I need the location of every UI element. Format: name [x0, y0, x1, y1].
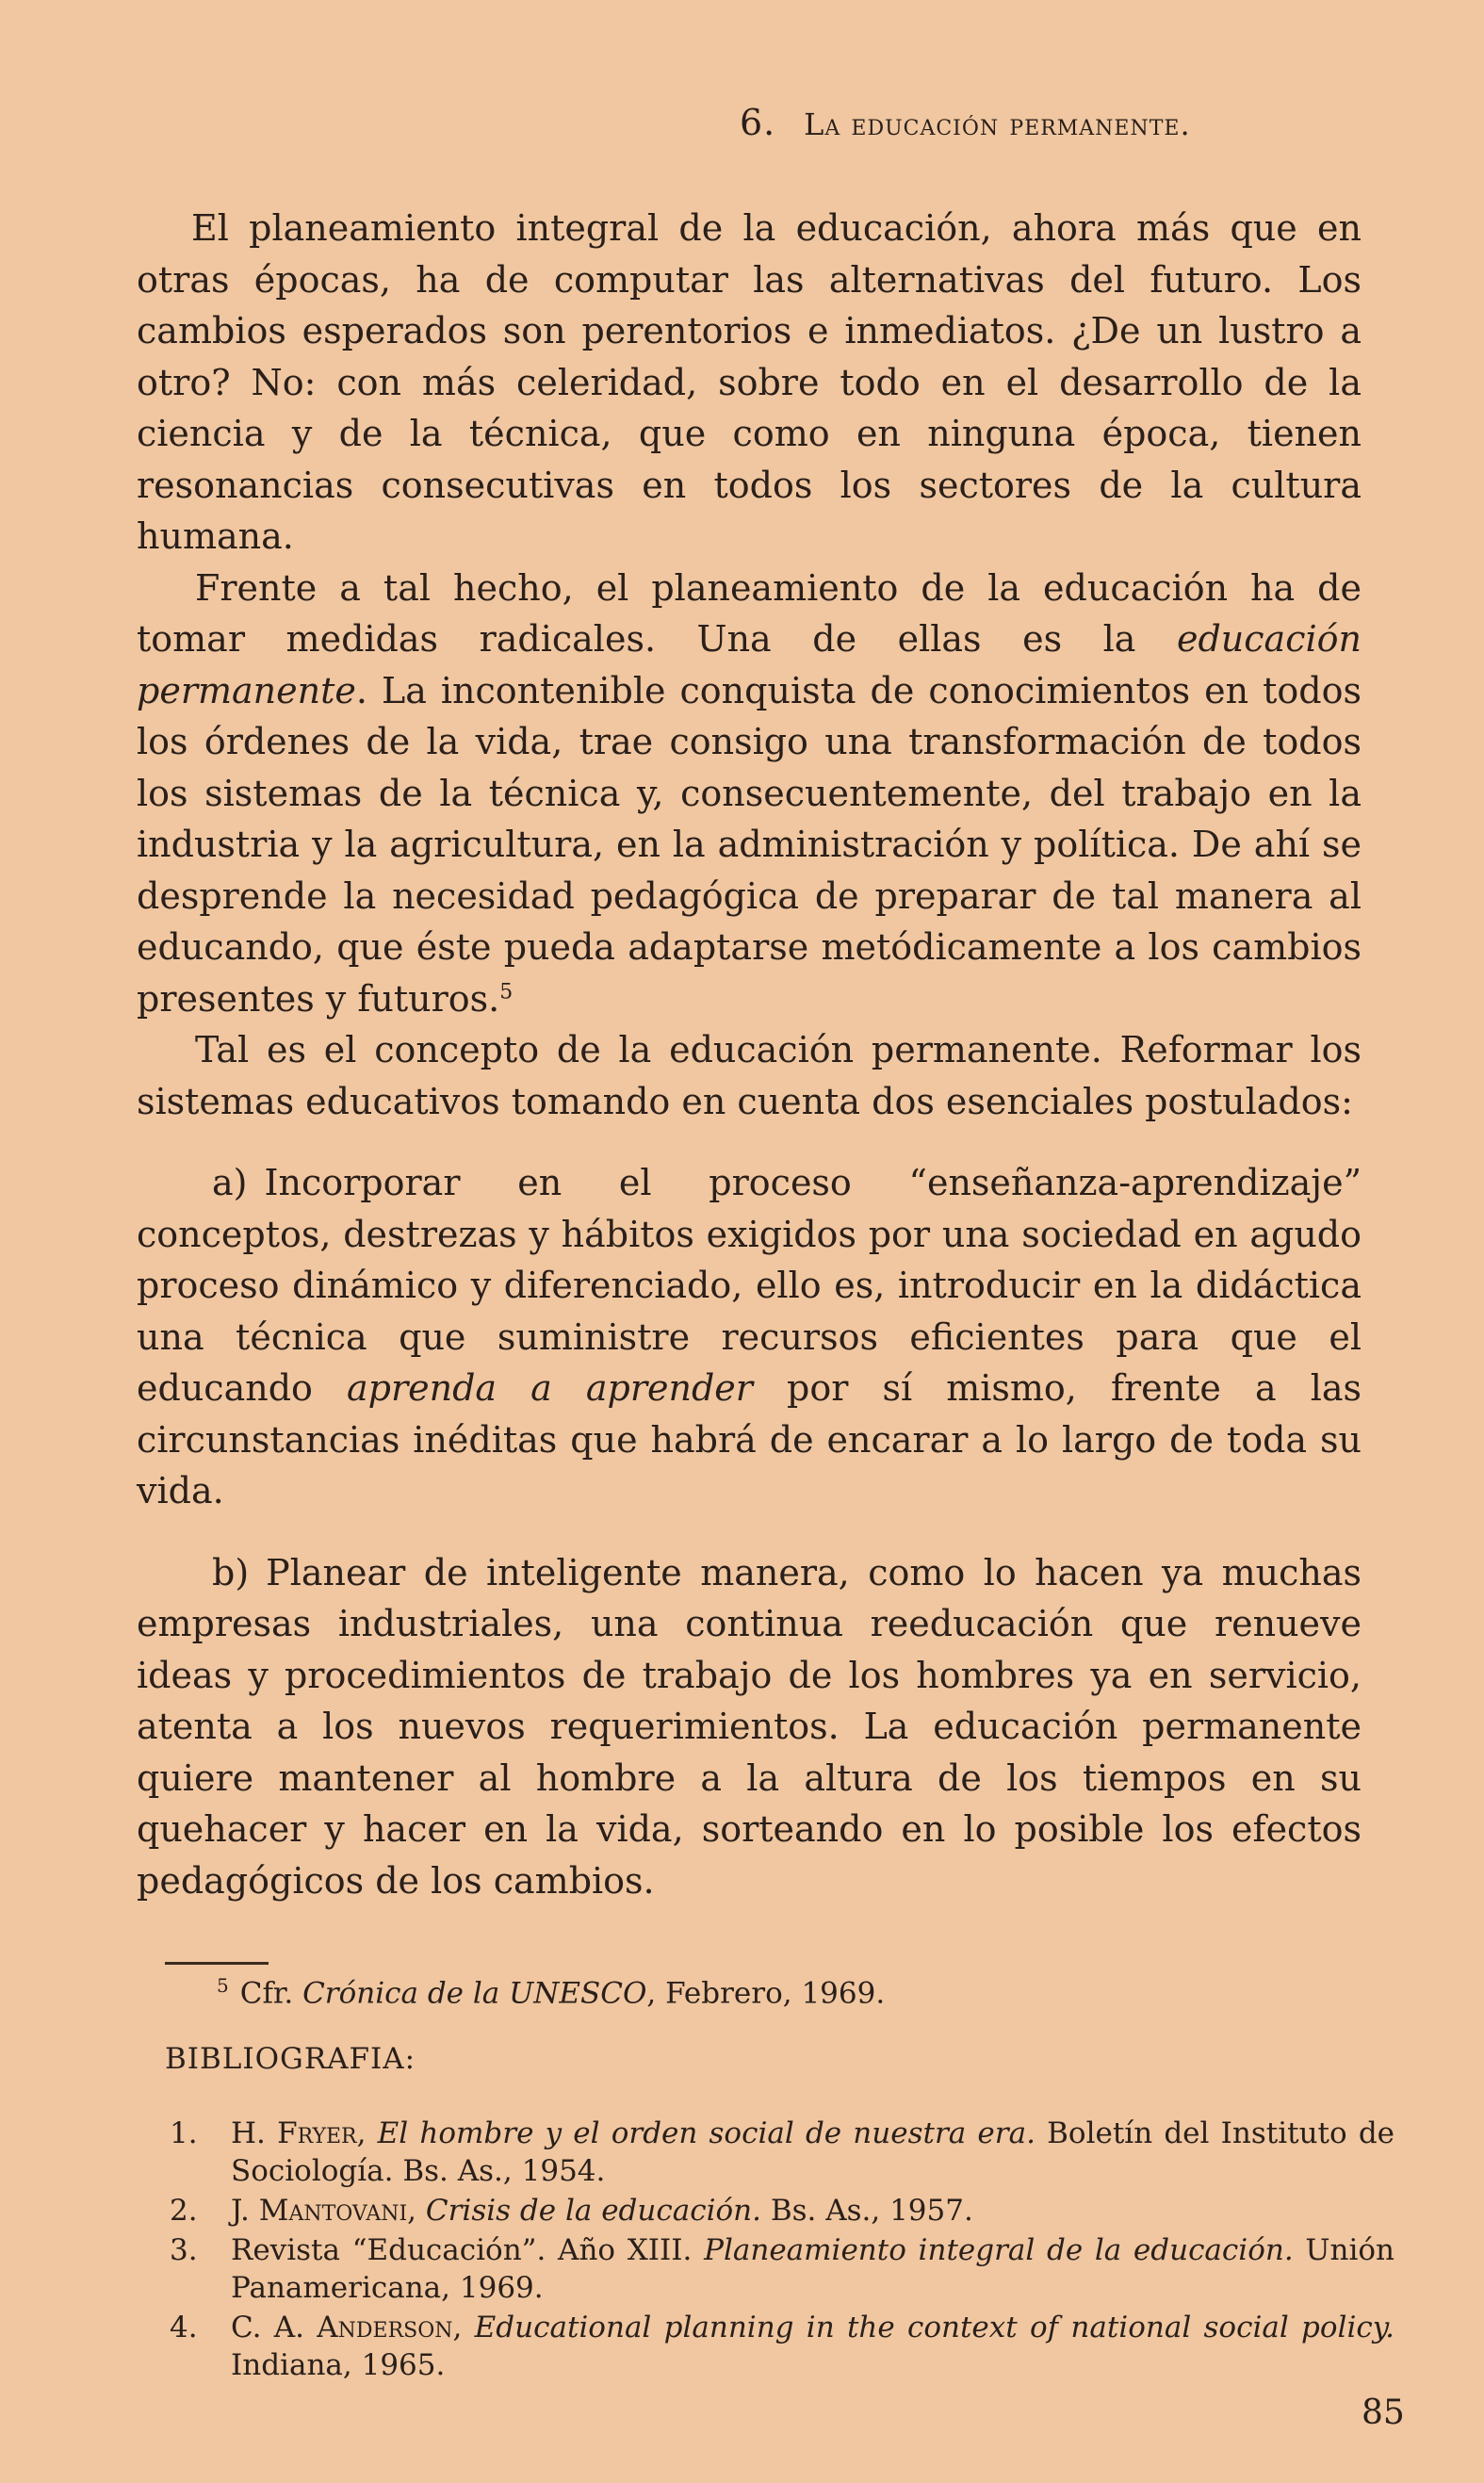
bibliography-item: [170, 2309, 1394, 2384]
bibliography-author: Revista “Educación”. Año XIII.: [231, 2233, 693, 2267]
chapter-number: 6.: [740, 102, 776, 143]
footnote-prefix: Cfr.: [239, 1976, 303, 2011]
bibliography-item: [170, 2115, 1394, 2190]
postulate-a-label: a): [212, 1162, 248, 1203]
bibliography-author: H. Fryer,: [231, 2116, 367, 2150]
footnote-title: Crónica de la UNESCO: [302, 1976, 647, 2011]
bibliography-number: 1.: [170, 2116, 198, 2150]
running-header: [740, 102, 1352, 143]
paragraph-2-text-b: . La incontenible conquista de conocimientos en todos los órdenes de la vida, trae consigo una transformación de todos los sistemas de la técnica y, consecuentemente, del trabajo en la industria y la agricultura, en la administración y política. De ahí se desprende la necesidad pedagógica de preparar de tal manera al educando, que éste pueda adaptarse metódicamente a los cambios presentes y futuros.: [137, 669, 1362, 1020]
postulate-b-text: Planear de inteligente manera, como lo hacen ya muchas empresas industriales, una continua reeducación que renueve ideas y procedimientos de trabajo de los hombres ya en servicio, atenta a los nuevos requerimientos. La educación permanente quiere mantener al hombre a la altura de los tiempos en su quehacer y hacer en la vida, sorteando en lo posible los efectos pedagógicos de los cambios.: [137, 1551, 1362, 1902]
footnote-suffix: , Febrero, 1969.: [646, 1976, 886, 2011]
bibliography-number: 3.: [170, 2233, 198, 2267]
postulate-b-label: b): [212, 1551, 250, 1593]
bibliography-number: 2.: [170, 2194, 198, 2228]
postulate-a: [137, 1157, 1362, 1517]
postulate-a-text-b: por sí mismo, frente a las circunstancias inéditas que habrá de encarar a lo largo de toda su vida.: [137, 1367, 1362, 1511]
postulate-a-text-a: Incorporar en el proceso “enseñanza-aprendizaje” conceptos, destrezas y hábitos exigidos por una sociedad en agudo proceso dinámico y diferenciado, ello es, introducir en la didáctica una técnica que suministre recursos eficientes para que el educando: [137, 1162, 1362, 1409]
chapter-title: La educación permanente.: [804, 106, 1191, 142]
bibliography-author: C. A. Anderson,: [231, 2311, 463, 2344]
bibliography-heading: BIBLIOGRAFIA:: [165, 2042, 416, 2076]
bibliography-details: Boletín del Instituto de Sociología. Bs. As., 1954.: [231, 2116, 1395, 2188]
bibliography-title: Planeamiento integral de la educación.: [704, 2233, 1294, 2267]
paragraph-1: El planeamiento integral de la educación, ahora más que en otras épocas, ha de computar las alternativas del futuro. Los cambios esperados son perentorios e inmediatos. ¿De un lustro a otro? No: con más celeridad, sobre todo en el desarrollo de la ciencia y de la técnica, que como en ninguna época, tienen resonancias consecutivas en todos los sectores de la cultura humana.: [137, 207, 1362, 557]
bibliography-details: Indiana, 1965.: [231, 2348, 446, 2382]
body-text: [137, 203, 1362, 1906]
footnote: [217, 1965, 1253, 2014]
bibliography-title: El hombre y el orden social de nuestra era.: [377, 2116, 1036, 2150]
paragraph-2-emphasis: educación permanente: [137, 618, 1362, 711]
footnote-marker: 5: [217, 1974, 229, 1997]
postulate-a-emphasis: aprenda a aprender: [346, 1367, 753, 1409]
bibliography-list: [170, 2115, 1394, 2386]
bibliography-number: 4.: [170, 2311, 198, 2344]
bibliography-author: J. Mantovani,: [231, 2194, 417, 2228]
paragraph-3: Tal es el concepto de la educación permanente. Reformar los sistemas educativos tomando en cuenta dos esenciales postulados:: [137, 1029, 1362, 1122]
bibliography-title: Crisis de la educación.: [425, 2194, 761, 2228]
bibliography-details: Bs. As., 1957.: [770, 2194, 973, 2228]
paragraph-2: [137, 563, 1362, 1025]
bibliography-item: [170, 2231, 1394, 2307]
bibliography-item: [170, 2192, 1394, 2230]
postulate-b: [137, 1547, 1362, 1907]
bibliography-title: Educational planning in the context of national social policy.: [474, 2311, 1394, 2344]
footnote-reference: 5: [499, 979, 514, 1004]
bibliography-details: Unión Panamericana, 1969.: [231, 2233, 1394, 2305]
paragraph-2-text-a: Frente a tal hecho, el planeamiento de la educación ha de tomar medidas radicales. Una de ellas es la: [137, 566, 1362, 660]
page-number: 85: [1362, 2393, 1405, 2432]
